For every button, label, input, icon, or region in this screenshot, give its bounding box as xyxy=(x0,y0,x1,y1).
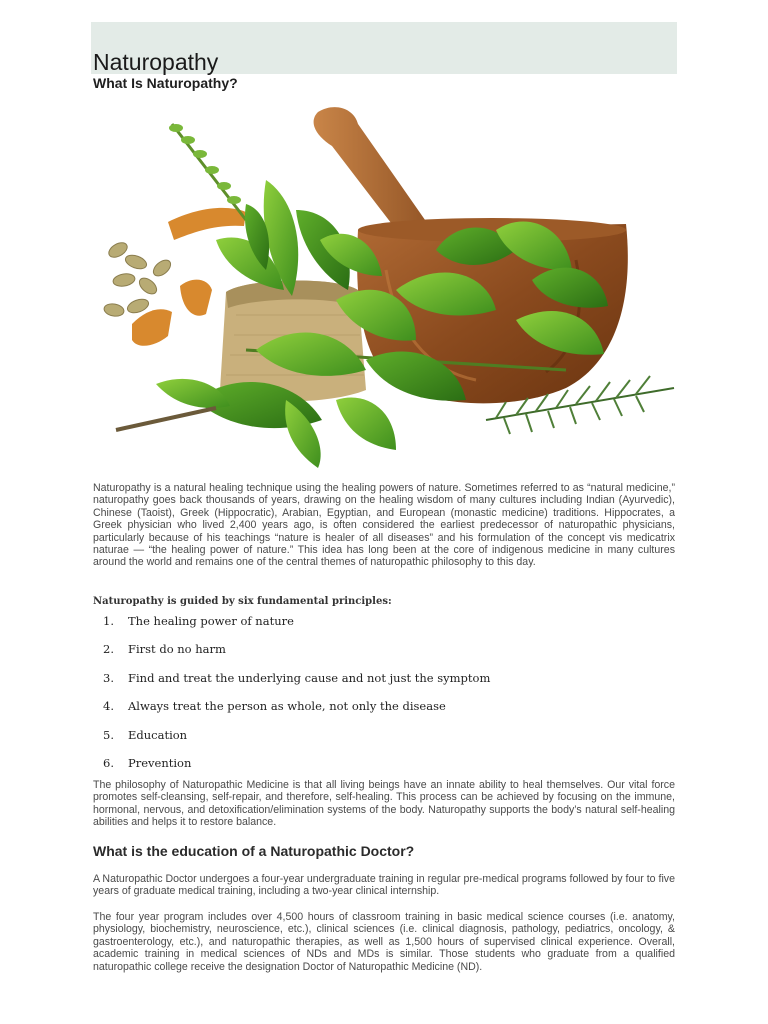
education-heading: What is the education of a Naturopathic Doctor? xyxy=(93,843,415,859)
page-title: Naturopathy xyxy=(93,49,219,75)
list-item: 1. The healing power of nature xyxy=(103,614,294,628)
education-paragraph-2: The four year program includes over 4,500 hours of classroom training in basic medical science courses (i.e. anatomy, physiology, biochemistry, neuroscience, etc.), clinical sciences (i.e. clinical diagnosis, pathology, pediatrics, oncology, & gastroenterology, etc.), and naturopathic therapies, as well as 1,500 hours of supervised clinical experience. Overall, academic training in medical sciences of NDs and MDs is similar. Those students who graduate from a qualified naturopathic college receive the designation Doctor of Naturopathic Medicine (ND). xyxy=(93,911,675,973)
list-item: 3. Find and treat the underlying cause and not just the symptom xyxy=(103,670,491,685)
list-item: 5. Education xyxy=(103,727,188,742)
list-item: 4. Always treat the person as whole, not only the disease xyxy=(103,699,446,714)
list-item: 2. First do no harm xyxy=(103,642,226,657)
principles-intro: Naturopathy is guided by six fundamental principles: xyxy=(93,596,392,607)
page-subtitle: What Is Naturopathy? xyxy=(93,75,238,91)
list-item: 6. Prevention xyxy=(103,755,192,770)
education-paragraph-1: A Naturopathic Doctor undergoes a four-year undergraduate training in regular pre-medical programs followed by four to five years of graduate medical training, including a two-year clinical internship. xyxy=(93,873,675,898)
principles-list xyxy=(103,611,490,781)
basil-flower-sprig-icon xyxy=(169,124,246,220)
philosophy-paragraph: The philosophy of Naturopathic Medicine is that all living beings have an innate ability to heal themselves. Our vital force promotes self-cleansing, self-repair, and therefore, self-healing. This process can be achieved by focusing on the immune, hormonal, nervous, and detoxification/elimination systems of the body. Naturopathy supports the body’s natural self-healing abilities and helps it to restore balance. xyxy=(93,779,675,829)
herb-leaves-icon xyxy=(216,180,382,296)
intro-paragraph: Naturopathy is a natural healing technique using the healing powers of nature. Sometimes referred to as “natural medicine,” naturopathy goes back thousands of years, drawing on the healing wisdom of many cultures including Indian (Ayurvedic), Chinese (Taoist), Greek (Hippocratic), Arabian, Egyptian, and European (monastic medicine) traditions. Hippocrates, a Greek physician who lived 2,400 years ago, is often considered the earliest predecessor of naturopathic physicians, particularly because of his teachings “nature is healer of all diseases” and his formulation of the concept vis medicatrix naturae — “the healing power of nature.” This idea has long been at the core of indigenous medicine in many cultures around the world and remains one of the central themes of naturopathic philosophy to this day. xyxy=(93,482,675,569)
cardamom-pods-icon xyxy=(103,240,173,318)
herbs-mortar-pestle-image xyxy=(96,100,676,472)
twig-icon xyxy=(116,408,216,430)
